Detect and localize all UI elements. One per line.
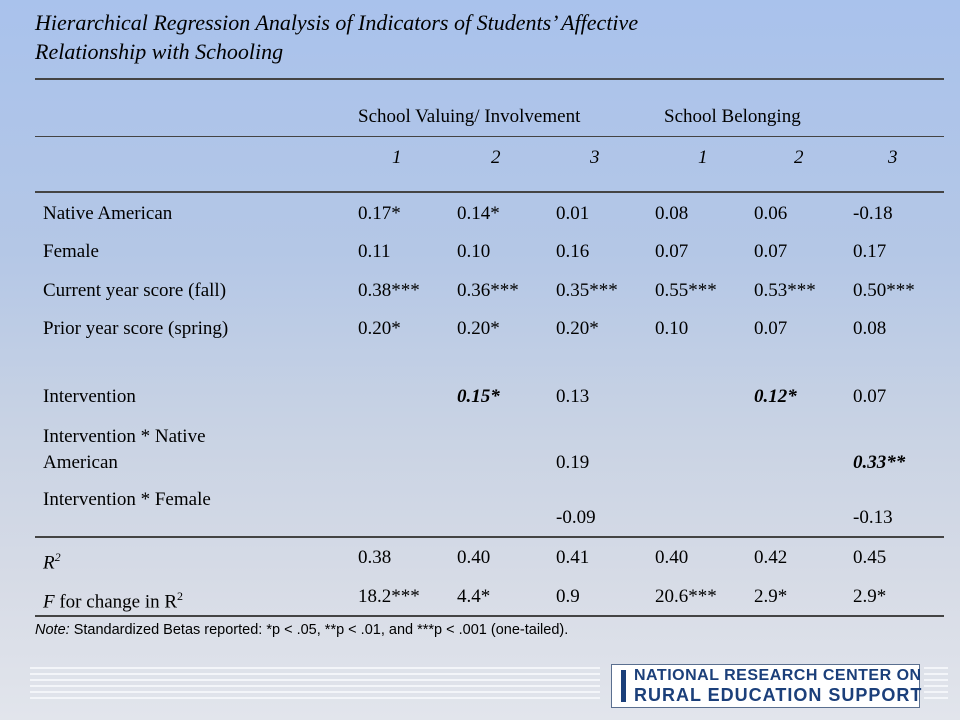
table-cell: 0.19 [556,452,590,473]
stats-rule [35,536,944,538]
row-label-line-1: Intervention * Native [43,426,206,447]
row-label: Intervention * Female [43,489,211,510]
title-line-2: Relationship with Schooling [35,39,284,64]
table-cell: 0.40 [457,547,491,568]
table-cell: -0.09 [556,507,596,528]
table-cell: 2.9* [754,586,788,607]
model-number-1: 1 [392,147,402,168]
logo-line-2: RURAL EDUCATION SUPPORT [634,685,923,705]
body-top-rule [35,191,944,193]
table-cell: 0.41 [556,547,590,568]
table-cell: 0.06 [754,203,788,224]
bottom-rule [35,615,944,617]
table-cell: 0.17 [853,241,887,262]
table-cell: 0.10 [655,318,689,339]
stat-label-f-change: F for change in $R^2$ [43,589,184,613]
table-cell: 20.6*** [655,586,717,607]
table-title [35,8,935,66]
table-cell: 0.07 [853,386,887,407]
table-cell: 0.45 [853,547,887,568]
row-label: Current year score (fall) [43,280,227,301]
table-cell: 0.40 [655,547,689,568]
model-number-6: 3 [888,147,898,168]
logo-line-1: NATIONAL RESEARCH CENTER ON [634,667,922,684]
table-cell: 0.20* [358,318,401,339]
stat-label-r-squared: $R^2$ [43,550,61,574]
table-cell: 0.53*** [754,280,816,301]
row-label: Native American [43,203,173,224]
model-number-5: 2 [794,147,804,168]
table-cell: 0.13 [556,386,590,407]
group-header-school-valuing: School Valuing/ Involvement [358,106,581,127]
table-cell: 0.38*** [358,280,420,301]
table-cell: 4.4* [457,586,491,607]
table-cell: -0.13 [853,507,893,528]
table-cell: 0.08 [853,318,887,339]
logo-bar-icon [621,670,626,702]
table-cell: 0.20* [457,318,500,339]
table-cell: 0.9 [556,586,580,607]
footer-stripes-left [30,667,600,701]
footer-stripes-right [924,667,948,701]
table-cell: 2.9* [853,586,887,607]
table-cell: 0.08 [655,203,689,224]
row-label: Prior year score (spring) [43,318,229,339]
row-label: Intervention [43,386,136,407]
table-cell: 0.17* [358,203,401,224]
table-cell-highlight: 0.12* [754,386,797,407]
table-cell: 0.55*** [655,280,717,301]
table-cell: 0.38 [358,547,392,568]
table-cell: 0.07 [655,241,689,262]
model-number-2: 2 [491,147,501,168]
table-cell-highlight: 0.15* [457,386,500,407]
row-label: Female [43,241,99,262]
table-cell: 0.01 [556,203,590,224]
table-cell: 0.50*** [853,280,915,301]
title-line-1: Hierarchical Regression Analysis of Indicators of Students’ Affective [35,10,639,35]
table-cell: 0.36*** [457,280,519,301]
table-cell: 18.2*** [358,586,420,607]
table-cell-highlight: 0.33** [853,452,906,473]
group-header-school-belonging: School Belonging [664,106,801,127]
table-cell: 0.10 [457,241,491,262]
table-cell: 0.07 [754,241,788,262]
nrcres-logo [611,664,923,708]
table-cell: 0.20* [556,318,599,339]
table-cell: 0.42 [754,547,788,568]
table-cell: 0.14* [457,203,500,224]
table-note: Note: Standardized Betas reported: *p < .05, **p < .01, and ***p < .001 (one-tailed). [35,622,569,638]
table-cell: 0.16 [556,241,590,262]
model-number-3: 3 [590,147,600,168]
table-cell: -0.18 [853,203,893,224]
model-number-4: 1 [698,147,708,168]
table-cell: 0.11 [358,241,391,262]
table-cell: 0.07 [754,318,788,339]
header-rule [35,136,944,137]
row-label-line-2: American [43,452,118,473]
top-rule [35,78,944,80]
table-cell: 0.35*** [556,280,618,301]
